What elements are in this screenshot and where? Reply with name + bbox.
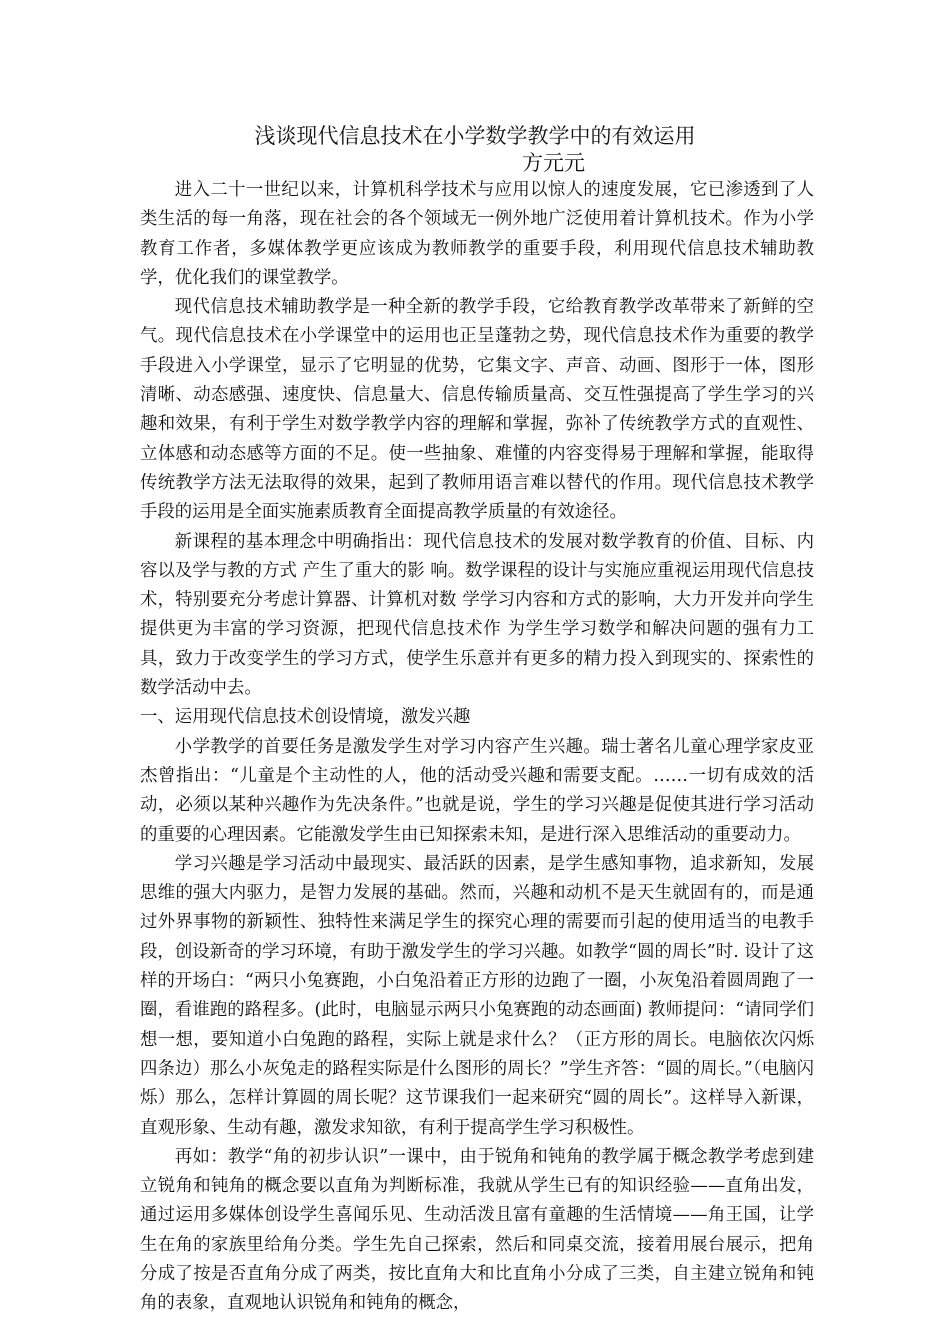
paragraph-angle-example: 再如：教学“角的初步认识”一课中，由于锐角和钝角的教学属于概念教学考虑到建立锐角和钝角的概念要以直角为判断标准，我就从学生已有的知识经验——直角出发，通过运用多媒体创设学生喜闻乐见、生动活泼且富有童趣的生活情境——角王国，让学生在角的家族里给角分类。学生先自己探索，然后和同桌交流，接着用展台展示，把角分成了按是否直角分成了两类，按比直角大和比直角小分成了三类，自主建立锐角和钝角的表象，直观地认识锐角和钝角的概念， (140, 1146, 814, 1314)
section-heading: 一、运用现代信息技术创设情境，激发兴趣 (140, 707, 471, 728)
document-title: 浅谈现代信息技术在小学数学教学中的有效运用 (254, 124, 696, 148)
author-name: 方元元 (522, 151, 585, 175)
document-body (140, 176, 814, 1319)
paragraph-intro: 进入二十一世纪以来，计算机科学技术与应用以惊人的速度发展，它已渗透到了人类生活的每一角落，现在社会的各个领域无一例外地广泛使用着计算机技术。作为小学教育工作者，多媒体教学更应该成为教师教学的重要手段，利用现代信息技术辅助教学，优化我们的课堂教学。 (140, 180, 814, 288)
paragraph-interest: 小学教学的首要任务是激发学生对学习内容产生兴趣。瑞士著名儿童心理学家皮亚杰曾指出：“儿童是个主动性的人，他的活动受兴趣和需要支配。……一切有成效的活动，必须以某种兴趣作为先决条件。”也就是说，学生的学习兴趣是促使其进行学习活动的重要的心理因素。它能激发学生由已知探索未知，是进行深入思维活动的重要动力。 (140, 736, 814, 845)
paragraph-curriculum: 新课程的基本理念中明确指出：现代信息技术的发展对数学教育的价值、目标、内容以及学与教的方式 产生了重大的影 响。数学课程的设计与实施应重视运用现代信息技术，特别要充分考虑计算器、计算机对数 学学习内容和方式的影响，大力开发并向学生提供更为丰富的学习资源，把现代信息技术作 为学生学习数学和解决问题的强有力工具，致力于改变学生的学习方式，使学生乐意并有更多的精力投入到现实的、探索性的数学活动中去。 (140, 531, 814, 699)
paragraph-advantages: 现代信息技术辅助教学是一种全新的教学手段，它给教育教学改革带来了新鲜的空气。现代信息技术在小学课堂中的运用也正呈蓬勃之势，现代信息技术作为重要的教学手段进入小学课堂，显示了它明显的优势，它集文字、声音、动画、图形于一体，图形清晰、动态感强、速度快、信息量大、信息传输质量高、交互性强提高了学生学习的兴趣和效果，有利于学生对数学教学内容的理解和掌握，弥补了传统教学方式的直观性、立体感和动态感等方面的不足。使一些抽象、难懂的内容变得易于理解和掌握，能取得传统教学方法无法取得的效果，起到了教师用语言难以替代的作用。现代信息技术教学手段的运用是全面实施素质教育全面提高教学质量的有效途径。 (140, 297, 814, 523)
paragraph-circle-example: 学习兴趣是学习活动中最现实、最活跃的因素，是学生感知事物，追求新知，发展思维的强大内驱力，是智力发展的基础。然而，兴趣和动机不是天生就固有的，而是通过外界事物的新颖性、独特性来满足学生的探究心理的需要而引起的使用适当的电教手段，创设新奇的学习环境，有助于激发学生的学习兴趣。如教学“圆的周长”时. 设计了这样的开场白：“两只小兔赛跑，小白兔沿着正方形的边跑了一圈，小灰兔沿着圆周跑了一圈，看谁跑的路程多。(此时，电脑显示两只小兔赛跑的动态画面) 教师提问：“请同学们想一想，要知道小白兔跑的路程，实际上就是求什么？（正方形的周长。电脑依次闪烁四条边）那么小灰兔走的路程实际是什么图形的周长？”学生齐答：“圆的周长。”（电脑闪烁）那么，怎样计算圆的周长呢？这节课我们一起来研究“圆的周长”。这样导入新课，直观形象、生动有趣，激发求知欲，有利于提高学生学习积极性。 (140, 853, 814, 1138)
